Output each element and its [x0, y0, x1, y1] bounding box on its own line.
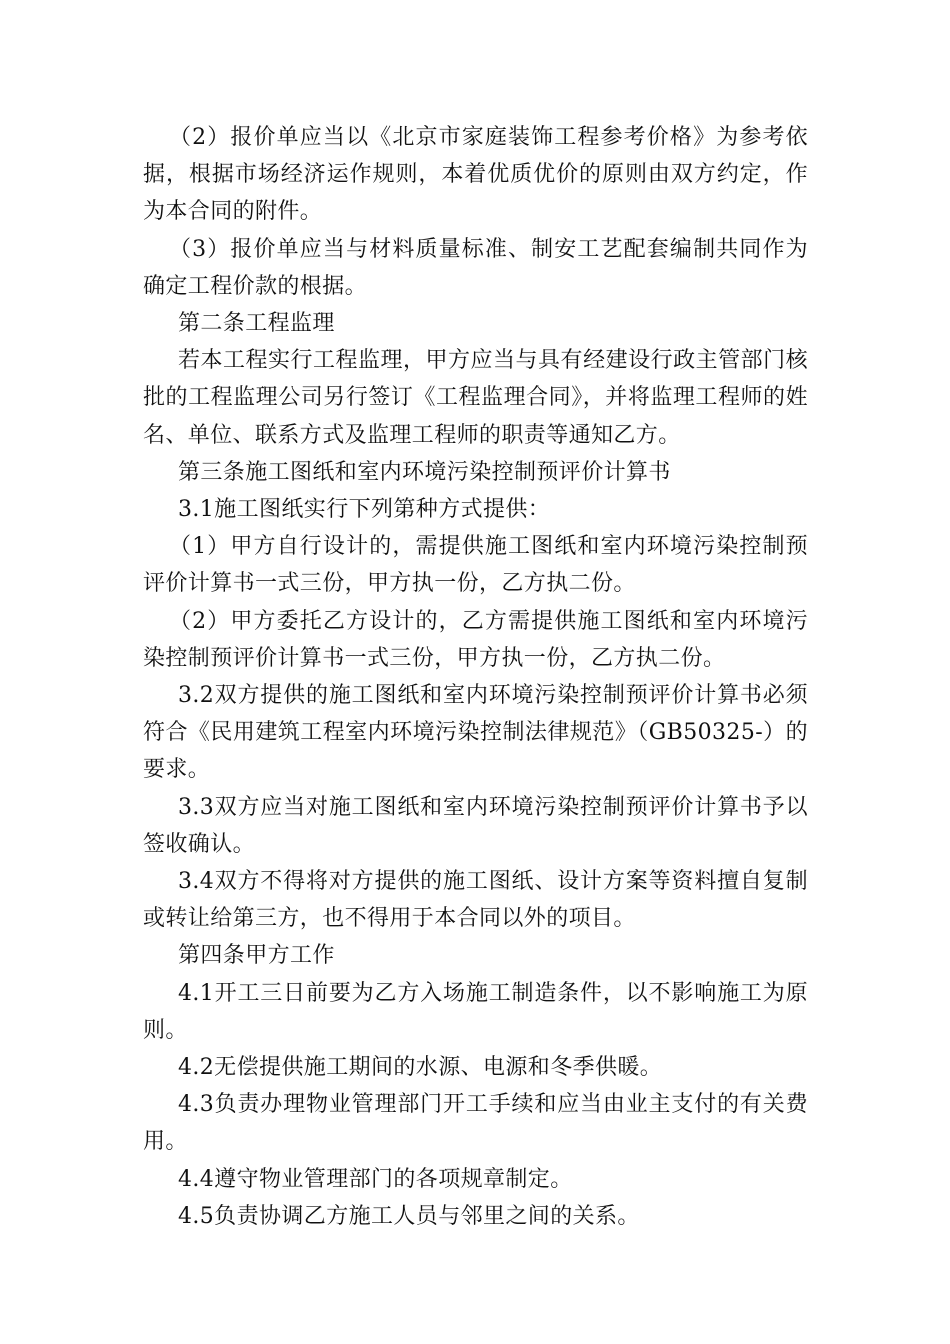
document-body — [143, 119, 808, 1235]
section-heading-party-a: 第四条甲方工作 — [178, 943, 335, 969]
clause-4-2: 4.2无偿提供施工期间的水源、电源和冬季供暖。 — [178, 1055, 663, 1081]
section-heading-supervision: 第二条工程监理 — [178, 311, 335, 337]
clause-4-3: 4.3负责办理物业管理部门开工手续和应当由业主支付的有关费用。 — [143, 1092, 808, 1155]
clause-3-1-item-2: （2）甲方委托乙方设计的，乙方需提供施工图纸和室内环境污染控制预评价计算书一式三份，甲方执一份，乙方执二份。 — [143, 608, 808, 671]
clause-4-1: 4.1开工三日前要为乙方入场施工制造条件，以不影响施工为原则。 — [143, 980, 808, 1043]
clause-3-1: 3.1施工图纸实行下列第种方式提供： — [178, 497, 551, 523]
clause-3-1-item-1: （1）甲方自行设计的，需提供施工图纸和室内环境污染控制预评价计算书一式三份，甲方执一份，乙方执二份。 — [143, 534, 808, 597]
paragraph-supervision: 若本工程实行工程监理，甲方应当与具有经建设行政主管部门核批的工程监理公司另行签订《工程监理合同》，并将监理工程师的姓名、单位、联系方式及监理工程师的职责等通知乙方。 — [143, 348, 808, 448]
clause-4-4: 4.4遵守物业管理部门的各项规章制定。 — [178, 1166, 573, 1192]
clause-3-3: 3.3双方应当对施工图纸和室内环境污染控制预评价计算书予以签收确认。 — [143, 794, 808, 857]
section-heading-drawings: 第三条施工图纸和室内环境污染控制预评价计算书 — [178, 459, 671, 485]
clause-3-4: 3.4双方不得将对方提供的施工图纸、设计方案等资料擅自复制或转让给第三方，也不得用于本合同以外的项目。 — [143, 869, 808, 932]
clause-3-2: 3.2双方提供的施工图纸和室内环境污染控制预评价计算书必须符合《民用建筑工程室内环境污染控制法律规范》（GB50325-）的要求。 — [143, 683, 808, 783]
paragraph-quote-basis: （2）报价单应当以《北京市家庭装饰工程参考价格》为参考依据，根据市场经济运作规则，本着优质优价的原则由双方约定，作为本合同的附件。 — [143, 125, 808, 225]
clause-4-5: 4.5负责协调乙方施工人员与邻里之间的关系。 — [178, 1203, 640, 1229]
paragraph-quote-standards: （3）报价单应当与材料质量标准、制安工艺配套编制共同作为确定工程价款的根据。 — [143, 236, 808, 299]
